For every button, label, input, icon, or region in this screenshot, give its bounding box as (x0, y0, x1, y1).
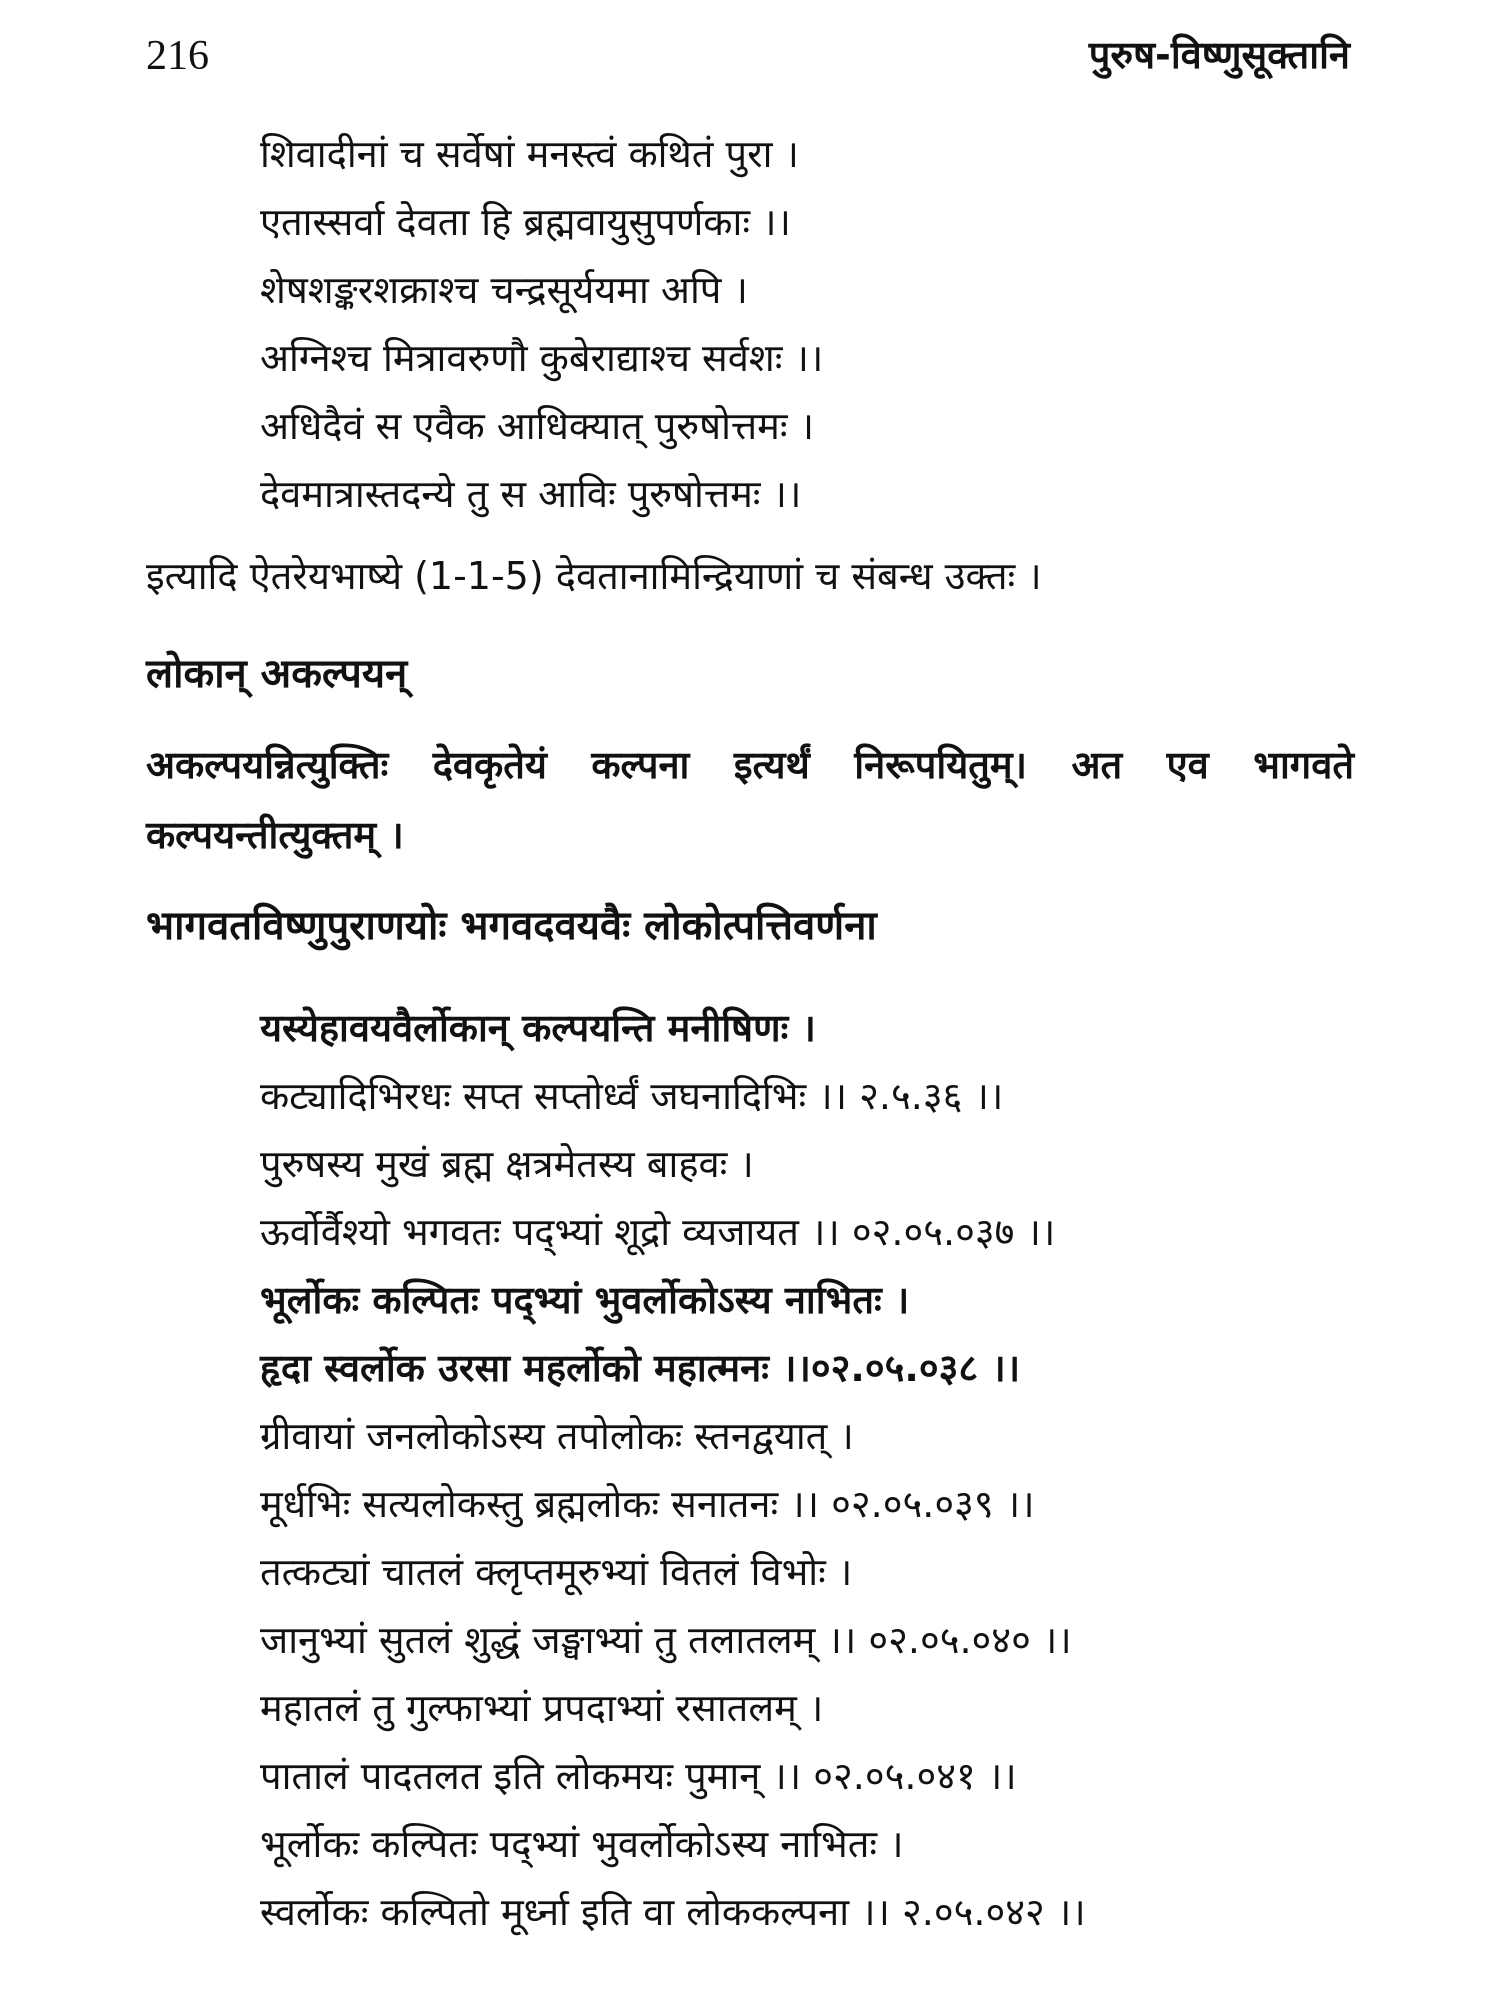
section-heading-block-2 (0, 892, 1500, 960)
paragraph-block (0, 730, 1500, 870)
verse-line: भूर्लोकः कल्पितः पद्भ्यां भुवर्लोकोऽस्य नाभितः । (260, 1278, 910, 1322)
verse-line: महातलं तु गुल्फाभ्यां प्रपदाभ्यां रसातलम् । (260, 1686, 824, 1730)
verse-line: हृदा स्वर्लोक उरसा महर्लोको महात्मनः ।।०२.०५.०३८ ।। (260, 1346, 1021, 1390)
running-header (146, 28, 1350, 100)
page-number: 216 (146, 33, 209, 79)
section-heading-block-1 (0, 640, 1500, 708)
reference-block (0, 542, 1500, 610)
reference-line: इत्यादि ऐतरेयभाष्ये (1-1-5) देवतानामिन्द्रियाणां च संबन्ध उक्तः । (146, 554, 1042, 598)
verse-line: कट्यादिभिरधः सप्त सप्तोर्ध्वं जघनादिभिः ।। २.५.३६ ।। (260, 1074, 1004, 1118)
verse-line: स्वर्लोकः कल्पितो मूर्ध्ना इति वा लोककल्पना ।। २.०५.०४२ ।। (260, 1890, 1086, 1934)
verse-line: एतास्सर्वा देवता हि ब्रह्मवायुसुपर्णकाः ।। (260, 200, 791, 244)
verse-line: अधिदैवं स एवैक आधिक्यात् पुरुषोत्तमः । (260, 404, 815, 448)
verse-line: ऊर्वोर्वैश्यो भगवतः पद्भ्यां शूद्रो व्यजायत ।। ०२.०५.०३७ ।। (260, 1210, 1056, 1254)
section-heading-lokotpatti: भागवतविष्णुपुराणयोः भगवदवयवैः लोकोत्पत्तिवर्णना (146, 903, 877, 949)
verse-line: मूर्धभिः सत्यलोकस्तु ब्रह्मलोकः सनातनः ।। ०२.०५.०३९ ।। (260, 1482, 1035, 1526)
verse-line: शेषशङ्करशक्राश्च चन्द्रसूर्ययमा अपि । (260, 268, 748, 312)
verse-line: जानुभ्यां सुतलं शुद्धं जङ्घाभ्यां तु तलातलम् ।। ०२.०५.०४० ।। (260, 1618, 1072, 1662)
verse-line: देवमात्रास्तदन्ये तु स आविः पुरुषोत्तमः ।। (260, 472, 802, 516)
verse-block-1 (0, 120, 1500, 528)
verse-line: ग्रीवायां जनलोकोऽस्य तपोलोकः स्तनद्वयात् । (260, 1414, 854, 1458)
verse-line: पातालं पादतलत इति लोकमयः पुमान् ।। ०२.०५.०४१ ।। (260, 1754, 1017, 1798)
verse-line: पुरुषस्य मुखं ब्रह्म क्षत्रमेतस्य बाहवः । (260, 1142, 754, 1186)
running-title: पुरुष-विष्णुसूक्तानि (1088, 33, 1350, 77)
verse-line: यस्येहावयवैर्लोकान् कल्पयन्ति मनीषिणः । (260, 1006, 816, 1050)
verse-line: अग्निश्च मित्रावरुणौ कुबेराद्याश्च सर्वशः ।। (260, 336, 824, 380)
section-heading-lokan-akalpayan: लोकान् अकल्पयन् (146, 651, 408, 697)
verse-line: तत्कट्यां चातलं क्लृप्तमूरुभ्यां वितलं विभोः । (260, 1550, 853, 1594)
commentary-paragraph: अकल्पयन्नित्युक्तिः देवकृतेयं कल्पना इत्यर्थं निरूपयितुम्। अत एव भागवते कल्पयन्तीत्युक्तम् । (146, 743, 1354, 857)
verse-line: शिवादीनां च सर्वेषां मनस्त्वं कथितं पुरा । (260, 132, 799, 176)
verse-line: भूर्लोकः कल्पितः पद्भ्यां भुवर्लोकोऽस्य नाभितः । (260, 1822, 904, 1866)
verse-block-2 (0, 994, 1500, 1946)
